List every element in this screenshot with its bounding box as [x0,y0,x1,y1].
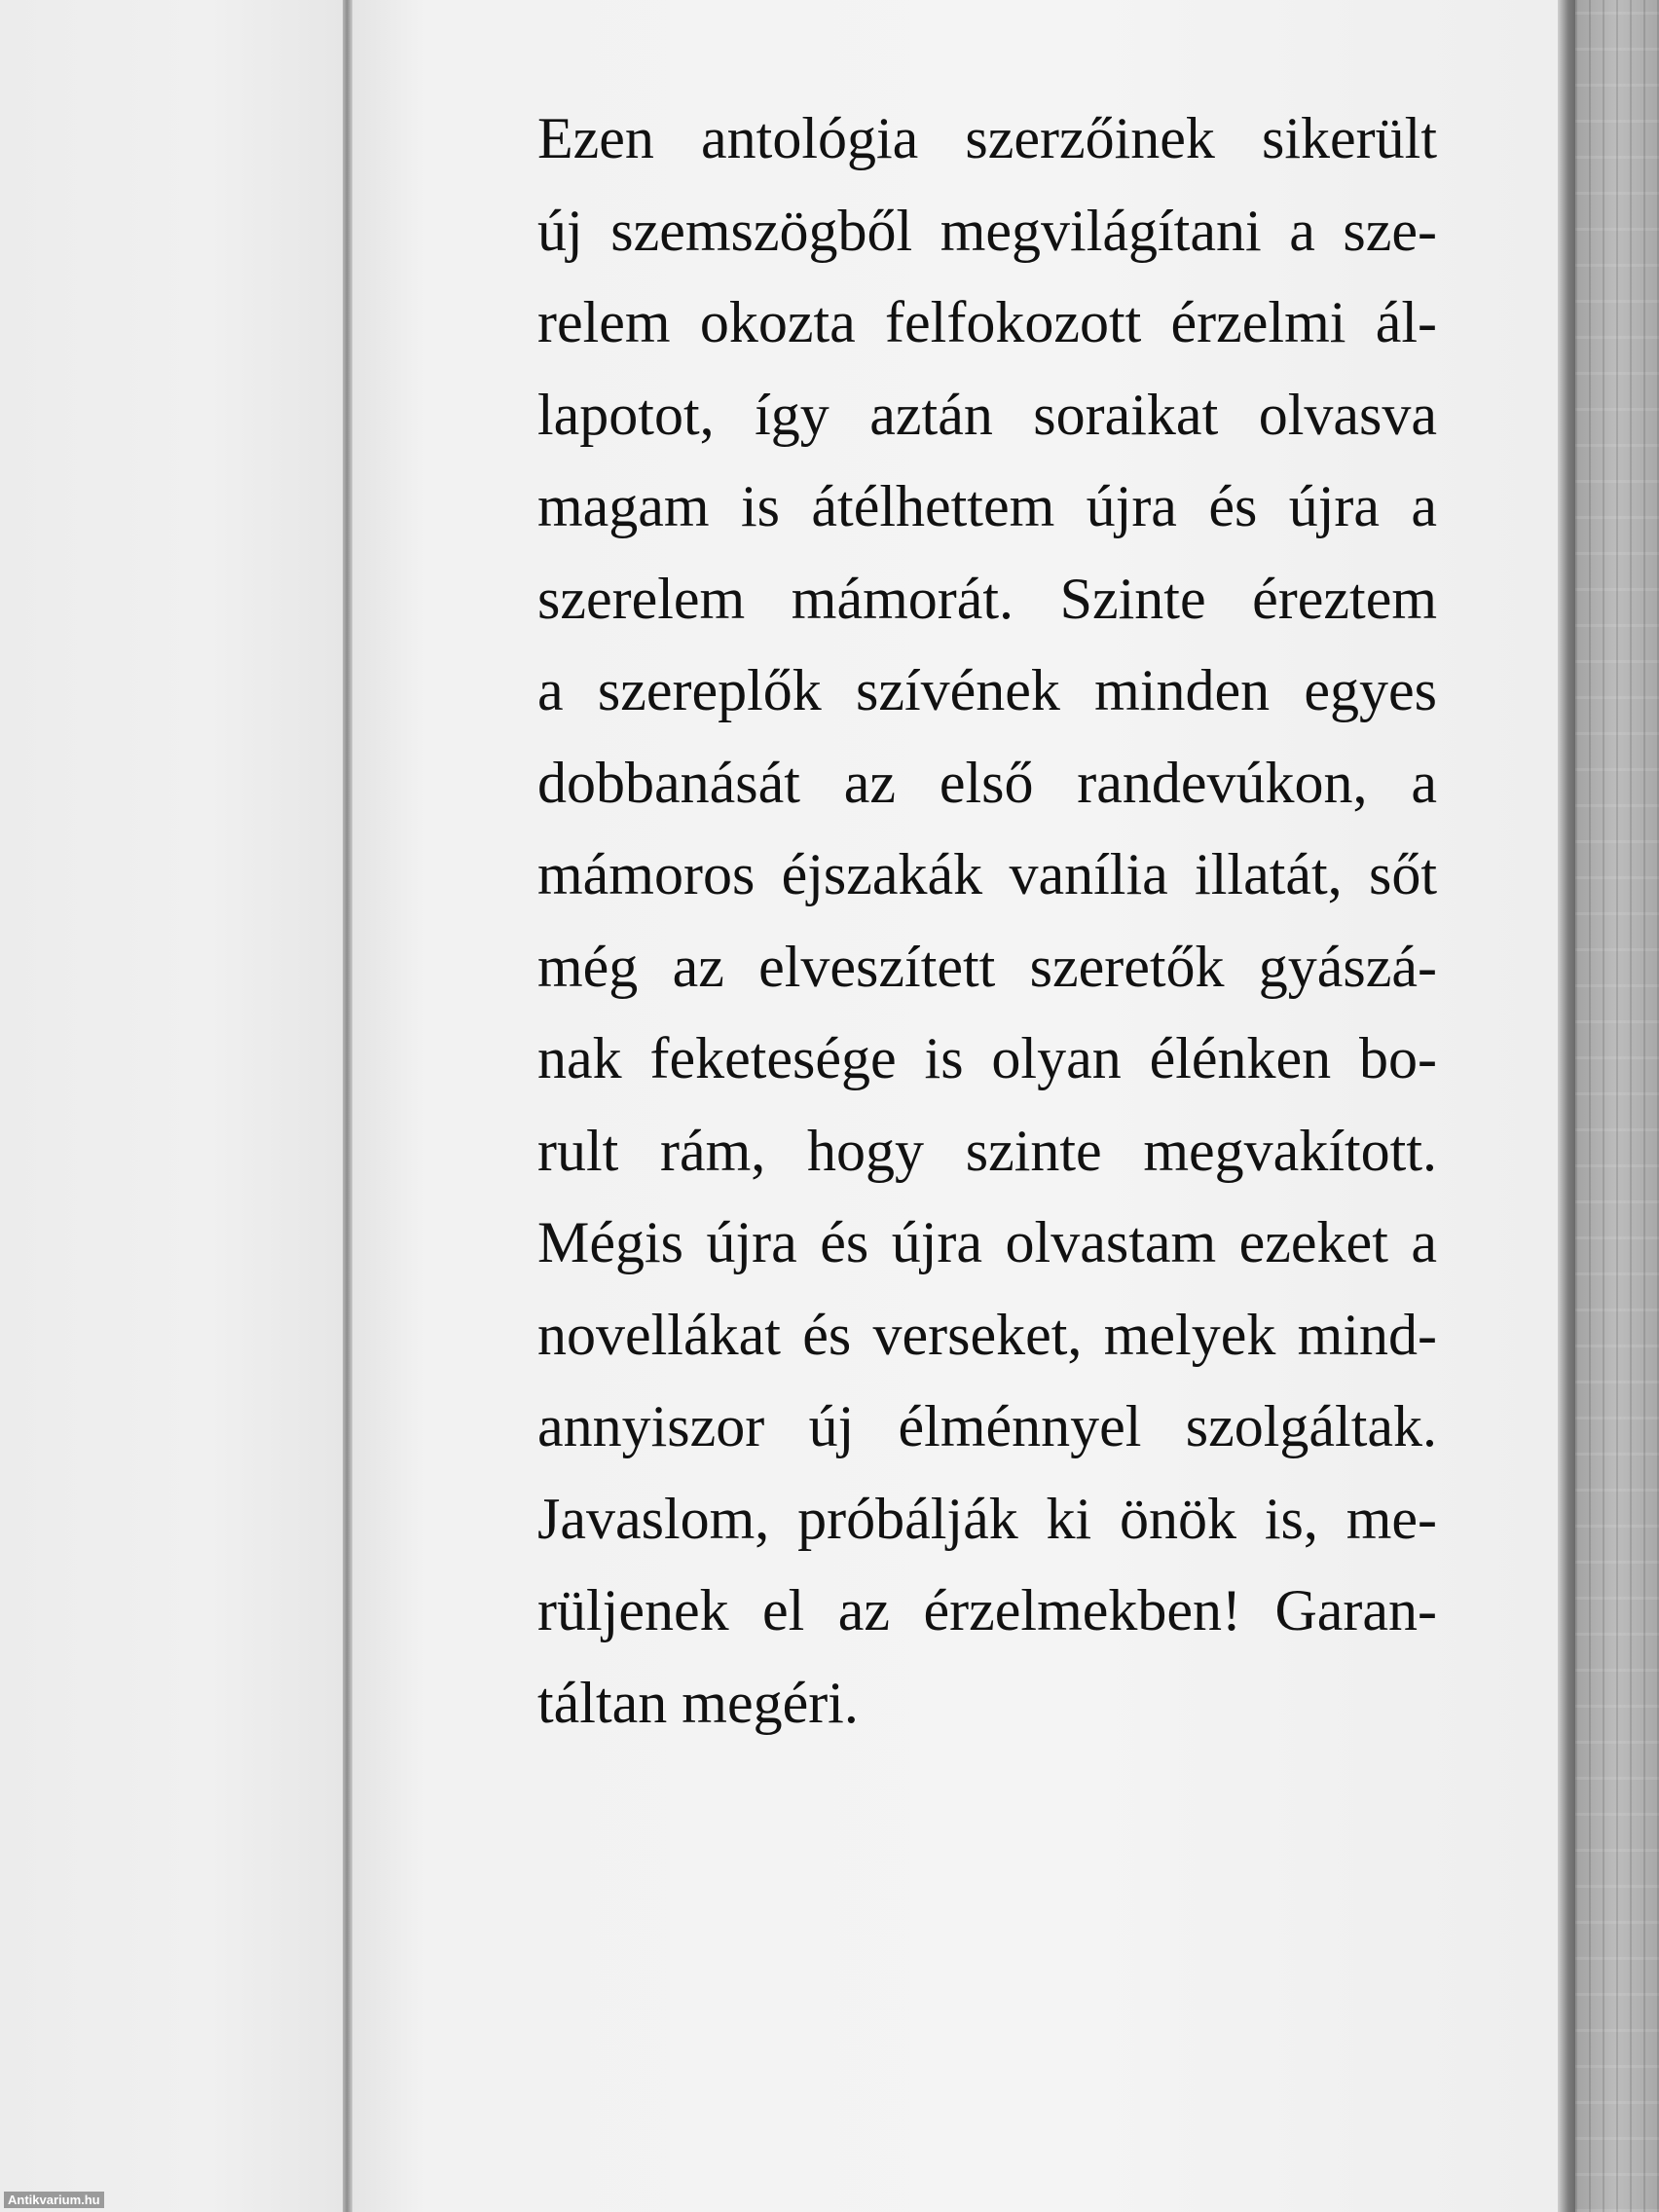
site-watermark: Antikvarium.hu [4,2192,104,2208]
text-line: szerelem mámorát. Szinte éreztem [537,566,1437,631]
text-line: új szemszögből megvilágítani a sze- [537,198,1437,263]
text-line-last: táltan megéri. [537,1670,859,1735]
text-line: rüljenek el az érzelmekben! Garan- [537,1578,1437,1642]
page-edge-shadow [1558,0,1575,2212]
text-line: mámoros éjszakák vanília illatát, sőt [537,842,1437,906]
text-line: rult rám, hogy szinte megvakított. [537,1118,1437,1183]
wooden-surface [1575,0,1659,2212]
text-line: Ezen antológia szerzőinek sikerült [537,106,1437,170]
text-line: magam is átélhettem újra és újra a [537,474,1437,538]
text-line: dobbanását az első randevúkon, a [537,750,1437,815]
text-line: nak feketesége is olyan élénken bo- [537,1026,1437,1090]
left-book-page [0,0,345,2212]
text-line: Javaslom, próbálják ki önök is, me- [537,1486,1437,1551]
text-line: lapotot, így aztán soraikat olvasva [537,382,1437,447]
text-line: még az elveszített szeretők gyászá- [537,934,1437,999]
blurb-paragraph [537,92,1437,1749]
text-line: novellákat és verseket, melyek mind- [537,1302,1437,1367]
text-line: relem okozta felfokozott érzelmi ál- [537,290,1437,354]
text-line: annyiszor új élménnyel szolgáltak. [537,1394,1437,1458]
text-line: a szereplők szívének minden egyes [537,658,1437,722]
text-line: Mégis újra és újra olvastam ezeket a [537,1210,1437,1274]
book-spine-shadow [343,0,352,2212]
